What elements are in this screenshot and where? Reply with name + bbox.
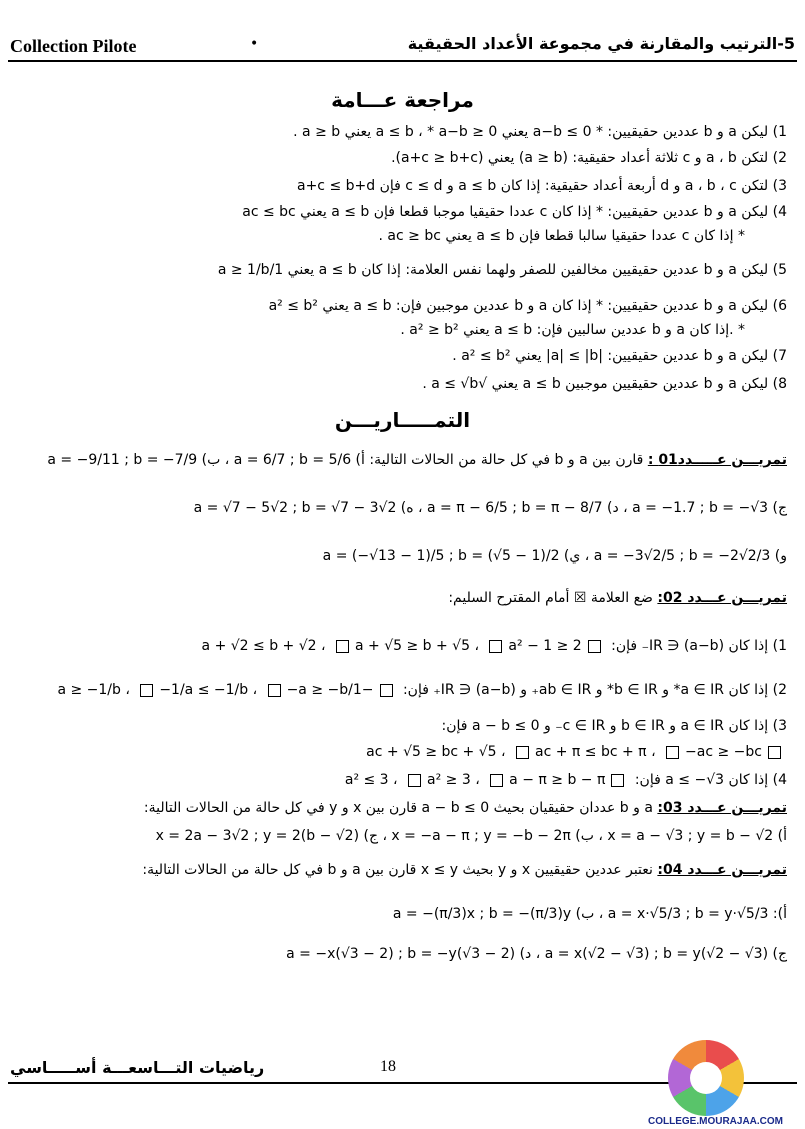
ex3-text: a و b عددان حقيقيان بحيث a − b ≤ 0 قارن بين x و y في كل حالة من الحالات التالية: xyxy=(143,800,653,816)
header-rule xyxy=(8,60,797,62)
exercises-title: التمـــــاريـــن xyxy=(334,408,471,432)
ex2-q3: 3) إذا كان a ∈ IR و b ∈ IR و c ∈ IR₋ و a − b ≤ 0 فإن: xyxy=(441,718,787,734)
ex2-q3-opt1: ac + √5 ≥ bc + √5 xyxy=(366,744,497,760)
ex2-q4-opt1-checkbox[interactable] xyxy=(611,774,624,787)
ex3-row: أ) x = a − √3 ; y = b − √2 ، ب) x = −a − π ; y = −b − 2π ، ج) x = 2a − 3√2 ; y = 2(b − √2) xyxy=(155,828,787,844)
header-collection: Collection Pilote xyxy=(10,36,137,56)
ex2-q2-opt2: −1/a ≤ −1/b xyxy=(159,682,249,698)
ex2-q1-stem: 1) إذا كان (a−b) ∈ IR₋ فإن: xyxy=(611,638,787,654)
review-line-8: 8) ليكن a و b عددين حقيقيين موجبين a ≤ b يعني √a ≤ √b . xyxy=(422,376,787,392)
ex2-q4-opt3-checkbox[interactable] xyxy=(490,774,503,787)
ex3-intro xyxy=(10,800,787,816)
ex2-q2-opt1-checkbox[interactable] xyxy=(380,684,393,697)
review-line-3: 3) لتكن a ، b ، c و d أربعة أعداد حقيقية: إذا كان a ≤ b و c ≤ d فإن a+c ≤ b+d xyxy=(297,178,787,194)
ex2-q1-opt1: a + √2 ≤ b + √2 xyxy=(201,638,317,654)
ex2-q4-opt2: a² ≥ 3 xyxy=(427,772,471,788)
ex2-q3-opt3: −ac ≥ −bc xyxy=(685,744,762,760)
ex4-row-1: أ): a = x·√5/3 ; b = y·√5/3 ، ب) a = −(π/3)x ; b = −(π/3)y xyxy=(392,906,787,922)
review-line-5: 5) ليكن a و b عددين حقيقيين مخالفين للصفر ولهما نفس العلامة: إذا كان a ≤ b يعني 1/a ≥ 1/b xyxy=(217,262,787,278)
ex2-q3-opt1-checkbox[interactable] xyxy=(768,746,781,759)
ex1-intro xyxy=(10,452,787,468)
ex2-q1: 1) إذا كان (a−b) ∈ IR₋ فإن: a + √2 ≤ b + √2 ، a + √5 ≥ b + √5 ، a² − 1 ≥ 2 xyxy=(201,638,787,654)
ex1-label: تمريـــن عـــــدد01 : xyxy=(647,452,787,468)
review-line-4: 4) ليكن a و b عددين حقيقيين: * إذا كان c عددا حقيقيا موجبا قطعا فإن a ≤ b يعني ac ≤ bc xyxy=(242,204,787,220)
ex2-q2-opt3: −a ≥ −b xyxy=(286,682,349,698)
ex2-label: تمريـــن عـــدد 02: xyxy=(657,590,787,606)
review-line-7: 7) ليكن a و b عددين حقيقيين: |a| ≤ |b| يعني a² ≤ b² . xyxy=(452,348,787,364)
review-line-4b: * إذا كان c عددا حقيقيا سالبا قطعا فإن a ≤ b يعني ac ≥ bc . xyxy=(378,228,745,244)
ex2-q4-opt1: a² ≤ 3 xyxy=(344,772,389,788)
ex4-label: تمريـــن عـــدد 04: xyxy=(657,862,787,878)
ex1-row-3: و) a = −3√2/5 ; b = −2√2/3 ، ي) a = (−√13 − 1)/5 ; b = (√5 − 1)/2 xyxy=(322,548,787,564)
footer-page-number: 18 xyxy=(380,1058,396,1075)
ex2-q1-opt3: a² − 1 ≥ 2 xyxy=(508,638,582,654)
ex2-q2-stem: 2) إذا كان a ∈ IR* و b ∈ IR* و ab ∈ IR₊ و (a−b) ∈ IR₊ فإن: xyxy=(402,682,787,698)
ex2-q3-options: ac + √5 ≥ bc + √5 ، ac + π ≤ bc + π ، −ac ≥ −bc xyxy=(10,744,787,760)
review-line-6: 6) ليكن a و b عددين حقيقيين: * إذا كان a و b عددين موجبين فإن: a ≤ b يعني a² ≤ b² xyxy=(268,298,787,314)
ex4-row-2: ج) a = x(√2 − √3) ; b = y(√2 − √3) ، د) a = −x(√3 − 2) ; b = −y(√3 − 2) xyxy=(286,946,787,962)
ex2-q1-opt2: a + √5 ≥ b + √5 xyxy=(354,638,470,654)
ex2-intro xyxy=(10,590,787,606)
footer-site[interactable]: COLLEGE.MOURAJAA.COM xyxy=(648,1116,783,1127)
ex2-q1-opt1-checkbox[interactable] xyxy=(588,640,601,653)
site-logo-center xyxy=(690,1062,722,1094)
ex2-q3-opt2: ac + π ≤ bc + π xyxy=(535,744,647,760)
header-chapter-title: 5-الترتيب والمقارنة في مجموعة الأعداد الحقيقية xyxy=(407,34,795,53)
review-line-2: 2) لتكن a ، b و c ثلاثة أعداد حقيقية: (a ≥ b) يعني (a+c ≥ b+c). xyxy=(391,150,787,166)
header-dot: • xyxy=(250,36,259,52)
ex2-q4-opt3: a − π ≥ b − π xyxy=(509,772,606,788)
review-title: مراجعة عـــامة xyxy=(331,88,474,112)
ex1-row-2: ج) a = −1.7 ; b = −√3 ، د) a = π − 6/5 ; b = π − 8/7 ، ه) a = √7 − 5√2 ; b = √7 − 3√2 xyxy=(193,500,787,516)
ex1-text: قارن بين a و b في كل حالة من الحالات التالية: أ) a = 6/7 ; b = 5/6 ، ب) a = −9/11 ; b = −7/9 xyxy=(47,452,644,468)
ex2-q2: 2) إذا كان a ∈ IR* و b ∈ IR* و ab ∈ IR₊ و (a−b) ∈ IR₊ فإن: −1/a ≥ −1/b ، −1/a ≤ −1/b ، −a ≥ −b xyxy=(57,682,787,698)
ex2-q4-stem: 4) إذا كان a ≤ −√3 فإن: xyxy=(634,772,787,788)
ex2-q2-opt2-checkbox[interactable] xyxy=(140,684,153,697)
ex2-q3-opt3-checkbox[interactable] xyxy=(666,746,679,759)
ex2-q4: 4) إذا كان a ≤ −√3 فإن: a² ≤ 3 ، a² ≥ 3 ، a − π ≥ b − π xyxy=(344,772,787,788)
ex4-text: نعتبر عددين حقيقيين x و y بحيث x ≤ y قارن بين a و b في كل حالة من الحالات التالية: xyxy=(142,862,653,878)
review-line-1: 1) ليكن a و b عددين حقيقيين: * a−b ≤ 0 يعني a ≤ b ، * a−b ≥ 0 يعني a ≥ b . xyxy=(293,124,787,140)
ex2-q2-opt3-checkbox[interactable] xyxy=(268,684,281,697)
ex3-label: تمريـــن عـــدد 03: xyxy=(657,800,787,816)
ex2-text: ضع العلامة ☒ أمام المقترح السليم: xyxy=(448,590,653,606)
ex4-intro xyxy=(10,862,787,878)
ex2-q1-opt2-checkbox[interactable] xyxy=(336,640,349,653)
ex2-q2-opt1: −1/a ≥ −1/b xyxy=(57,682,374,698)
ex2-q1-opt3-checkbox[interactable] xyxy=(489,640,502,653)
ex2-q4-opt2-checkbox[interactable] xyxy=(408,774,421,787)
review-line-6b: * .إذا كان a و b عددين سالبين فإن: a ≤ b يعني a² ≥ b² . xyxy=(400,322,745,338)
ex2-q3-opt2-checkbox[interactable] xyxy=(516,746,529,759)
footer-subject: رياضيات التـــاسعـــة أســـــاسي xyxy=(10,1058,265,1077)
